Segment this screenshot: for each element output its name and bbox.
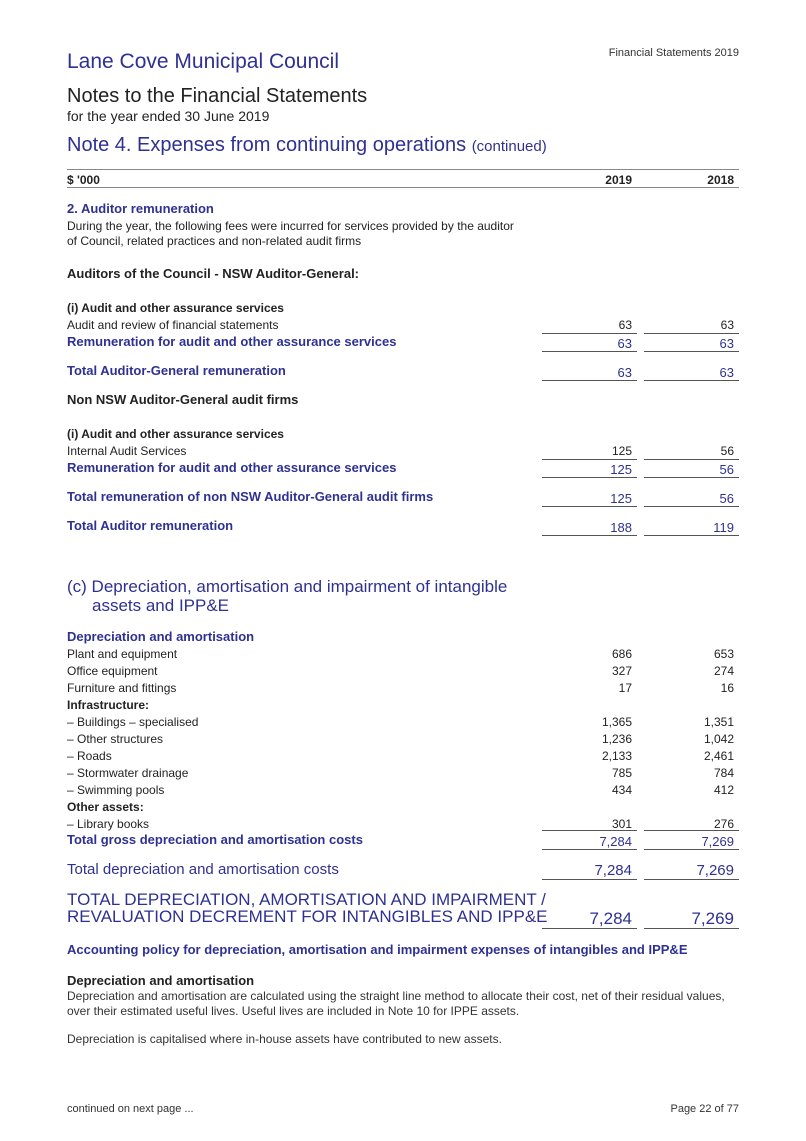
non-remun-2019: 125 <box>610 462 632 477</box>
rule <box>644 535 739 536</box>
non-total-label: Total remuneration of non NSW Auditor-General audit firms <box>67 489 434 504</box>
depr-row-value-2018: 2,461 <box>703 749 734 763</box>
rule <box>644 928 739 929</box>
non-total-2019: 125 <box>610 491 632 506</box>
auditor-grand-label: Total Auditor remuneration <box>67 518 234 533</box>
year-2019-header: 2019 <box>605 173 632 187</box>
depr-row-label: – Roads <box>67 749 112 763</box>
nsw-remun-2018: 63 <box>719 336 734 351</box>
rule <box>644 333 739 334</box>
depr-row-value-2019: 301 <box>611 817 632 831</box>
year-2018-header: 2018 <box>707 173 734 187</box>
rule <box>542 535 637 536</box>
non-remun-2018: 56 <box>719 462 734 477</box>
period-text: for the year ended 30 June 2019 <box>67 108 270 124</box>
auditor-heading: 2. Auditor remuneration <box>67 201 214 216</box>
depr-row-label: Infrastructure: <box>67 698 150 712</box>
rule <box>644 879 739 880</box>
depr-row-value-2018: 274 <box>713 664 734 678</box>
depr-section-title-line1: (c) Depreciation, amortisation and impairment of intangible <box>67 577 508 596</box>
depr-row-value-2019: 17 <box>618 681 632 695</box>
table-top-rule <box>67 169 739 170</box>
depr-row-label: – Buildings – specialised <box>67 715 199 729</box>
rule <box>542 333 637 334</box>
depr-row-label: Office equipment <box>67 664 158 678</box>
auditor-grand-2018: 119 <box>713 520 734 535</box>
note-continued: (continued) <box>471 138 547 155</box>
non-item-label: Internal Audit Services <box>67 444 187 458</box>
gross-total-label: Total gross depreciation and amortisation costs <box>67 832 363 847</box>
auditor-intro-line2: of Council, related practices and non-related audit firms <box>67 234 362 248</box>
nsw-item-2018: 63 <box>720 318 734 332</box>
depr-total-2018: 7,269 <box>696 862 734 879</box>
depr-row-label: – Swimming pools <box>67 783 165 797</box>
rule <box>542 879 637 880</box>
depr-row-label: – Other structures <box>67 732 164 746</box>
depr-section-title-line2: assets and IPP&E <box>92 596 230 615</box>
rule <box>644 830 739 831</box>
depr-row-value-2018: 1,042 <box>703 732 734 746</box>
nsw-item-label: Audit and review of financial statements <box>67 318 279 332</box>
rule <box>542 477 637 478</box>
depr-row-label: – Stormwater drainage <box>67 766 189 780</box>
depr-row-value-2019: 686 <box>611 647 632 661</box>
policy-heading: Accounting policy for depreciation, amortisation and impairment expenses of intangibles and IPP&E <box>67 942 688 957</box>
non-item-2019: 125 <box>611 444 632 458</box>
depr-row-value-2019: 2,133 <box>601 749 632 763</box>
rule <box>644 351 739 352</box>
depr-row-value-2019: 1,236 <box>601 732 632 746</box>
nsw-item-2019: 63 <box>618 318 632 332</box>
nsw-remun-2019: 63 <box>617 336 632 351</box>
rule <box>542 928 637 929</box>
rule <box>542 380 637 381</box>
note-title <box>67 134 547 157</box>
depr-row-value-2019: 327 <box>611 664 632 678</box>
rule <box>644 380 739 381</box>
non-nsw-heading: Non NSW Auditor-General audit firms <box>67 392 299 407</box>
depr-row-value-2019: 434 <box>611 783 632 797</box>
auditor-grand-2019: 188 <box>610 520 632 535</box>
rule <box>644 849 739 850</box>
gross-total-2019: 7,284 <box>599 834 632 849</box>
policy-para1-line1: Depreciation and amortisation are calculated using the straight line method to allocate their cost, net of their residual values, <box>67 989 725 1003</box>
rule <box>542 351 637 352</box>
depr-row-label: Other assets: <box>67 800 144 814</box>
depr-grand-label-line1: TOTAL DEPRECIATION, AMORTISATION AND IMPAIRMENT / <box>67 890 546 909</box>
depr-grand-2019: 7,284 <box>589 909 632 928</box>
rule <box>644 477 739 478</box>
policy-para2: Depreciation is capitalised where in-house assets have contributed to new assets. <box>67 1032 502 1046</box>
non-remun-label: Remuneration for audit and other assurance services <box>67 460 397 475</box>
nsw-total-2019: 63 <box>617 365 632 380</box>
rule <box>542 849 637 850</box>
auditor-intro-line1: During the year, the following fees were incurred for services provided by the auditor <box>67 219 514 233</box>
depr-grand-label-line2: REVALUATION DECREMENT FOR INTANGIBLES AND IPP&E <box>67 907 548 926</box>
depr-row-value-2018: 412 <box>713 783 734 797</box>
gross-total-2018: 7,269 <box>701 834 734 849</box>
depr-row-label: Plant and equipment <box>67 647 178 661</box>
rule <box>542 459 637 460</box>
rule <box>644 506 739 507</box>
table-header-rule <box>67 187 739 188</box>
doc-title: Financial Statements 2019 <box>608 47 739 59</box>
depr-grand-2018: 7,269 <box>691 909 734 928</box>
depr-row-value-2018: 16 <box>720 681 734 695</box>
notes-title: Notes to the Financial Statements <box>67 85 368 107</box>
rule <box>644 459 739 460</box>
non-nsw-subheading: (i) Audit and other assurance services <box>67 427 284 441</box>
policy-para1-line2: over their estimated useful lives. Useful lives are included in Note 10 for IPPE assets. <box>67 1004 520 1018</box>
depr-subheading: Depreciation and amortisation <box>67 629 255 644</box>
note-title-text: Note 4. Expenses from continuing operations <box>67 134 467 156</box>
depr-row-value-2018: 276 <box>713 817 734 831</box>
rule <box>542 506 637 507</box>
depr-row-value-2018: 1,351 <box>703 715 734 729</box>
non-item-2018: 56 <box>720 444 734 458</box>
non-total-2018: 56 <box>719 491 734 506</box>
nsw-subheading: (i) Audit and other assurance services <box>67 301 284 315</box>
depr-row-value-2019: 1,365 <box>601 715 632 729</box>
page-number: Page 22 of 77 <box>670 1103 739 1115</box>
depr-row-label: – Library books <box>67 817 150 831</box>
nsw-total-2018: 63 <box>719 365 734 380</box>
council-name: Lane Cove Municipal Council <box>67 50 339 73</box>
depr-row-value-2018: 784 <box>713 766 734 780</box>
depr-row-value-2019: 785 <box>611 766 632 780</box>
policy-subheading: Depreciation and amortisation <box>67 973 255 988</box>
depr-total-2019: 7,284 <box>594 862 632 879</box>
rule <box>542 830 637 831</box>
unit-header: $ '000 <box>67 173 100 187</box>
depr-row-value-2018: 653 <box>713 647 734 661</box>
depr-row-label: Furniture and fittings <box>67 681 177 695</box>
nsw-total-label: Total Auditor-General remuneration <box>67 363 286 378</box>
continued-note: continued on next page ... <box>67 1103 194 1115</box>
nsw-remun-label: Remuneration for audit and other assurance services <box>67 334 397 349</box>
nsw-heading: Auditors of the Council - NSW Auditor-General: <box>67 266 360 281</box>
depr-total-label: Total depreciation and amortisation costs <box>67 861 339 878</box>
